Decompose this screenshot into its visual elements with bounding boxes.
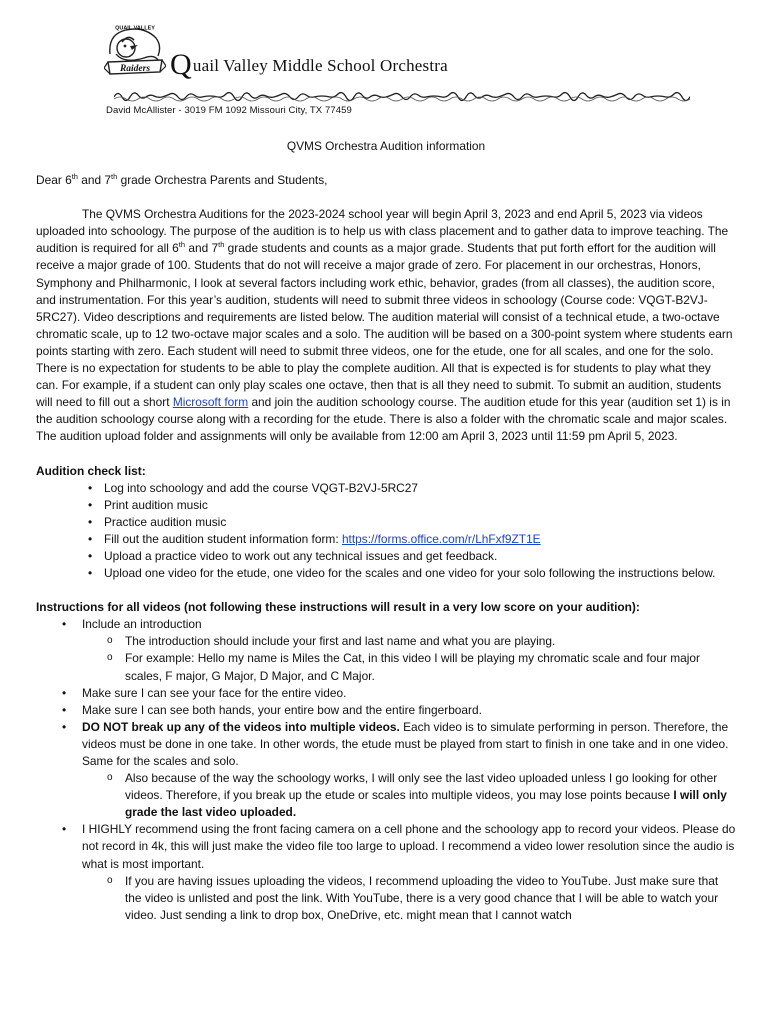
sub-list (82, 770, 736, 821)
document-title: QVMS Orchestra Audition information (286, 139, 486, 153)
student-form-link[interactable]: https://forms.office.com/r/LhFxf9ZT1E (341, 531, 541, 546)
audition-checklist (36, 480, 736, 583)
sub-list (82, 873, 736, 924)
school-name-rest: uail Valley Middle School Orchestra (192, 56, 448, 75)
logo-banner-text: Raiders (119, 64, 151, 74)
list-item: • DO NOT break up any of the videos into multiple videos. Each video is to simulate performing in person. Therefore, the videos must be done in one take. In other words, the etude must be played from start to finish in one take and in one video. Same for the scales and solo. o Also because of the way the schoology works, I will only see the last video uploaded unless I go looking for other videos. Therefore, if you break up the etude or scales into multiple videos, you may lose points because I will only grade the last video uploaded. (36, 719, 736, 822)
school-address: David McAllister - 3019 FM 1092 Missouri City, TX 77459 (106, 105, 352, 116)
decorative-divider (114, 86, 690, 104)
school-name (170, 50, 448, 80)
school-logo (104, 24, 166, 80)
sub-list (82, 633, 736, 684)
school-name-initial: Q (170, 48, 192, 81)
microsoft-form-link[interactable]: Microsoft form (172, 395, 249, 410)
list-item: • Upload one video for the etude, one video for the scales and one video for your solo following the instructions below. (36, 565, 736, 582)
intro-paragraph: The QVMS Orchestra Auditions for the 2023-2024 school year will begin April 3, 2023 and end April 5, 2023 via videos uploaded into schoology. The purpose of the audition is to help us with class placement and to gather data to improve teaching. The audition is required for all 6th and 7th grade students and counts as a major grade. Students that put forth effort for the audition will receive a major grade of 100. Students that do not will receive a major grade of zero. For placement in our orchestras, Honors, Symphony and Philharmonic, I look at several factors including work ethic, behavior, grades (from all classes), the audition score, and instrumentation. For this year’s audition, students will need to submit three videos in schoology (Course code: VQGT-B2VJ-5RC27). Video descriptions and requirements are listed below. The audition material will consist of a technical etude, a two-octave chromatic scale, up to 12 two-octave major scales and a solo. The audition will be based on a 300-point system where students earn points starting with zero. Each student will need to submit three videos, one for the etude, one for all scales, and one for the solo. There is no expectation for students to be able to play the complete audition. All that is expected is for students to play what they can. For example, if a student can only play scales one octave, then that is all they need to submit. To submit an audition, students will need to fill out a short Microsoft form and join the audition schoology course. The audition etude for this year (audition set 1) is in the audition schoology course along with a recording for the etude. There is also a folder with the chromatic scale and major scales. The audition upload folder and assignments will only be available from 12:00 am April 3, 2023 until 11:59 pm April 5, 2023. (36, 207, 733, 444)
list-item: • Make sure I can see both hands, your entire bow and the entire fingerboard. (36, 702, 736, 719)
instructions-heading: Instructions for all videos (not following these instructions will result in a very low score on your audition): (36, 600, 640, 615)
list-item: • I HIGHLY recommend using the front facing camera on a cell phone and the schoology app to record your videos. Please do not record in 4k, this will just make the video file too large to upload. I recommend a video lower resolution since the audio is what is most important. o If you are having issues uploading the videos, I recommend uploading the video to YouTube. Just make sure that the video is unlisted and post the link. With YouTube, there is a very good chance that I will be able to watch your video. Just sending a link to drop box, OneDrive, etc. might mean that I cannot watch (36, 821, 736, 924)
quail-mascot-icon (104, 24, 166, 80)
list-item: • Make sure I can see your face for the entire video. (36, 685, 736, 702)
list-item: • Include an introduction o The introduction should include your first and last name and what you are playing. o For example: Hello my name is Miles the Cat, in this video I will be playing my chromatic scale and four major scales, F major, G Major, D Major, and C Major. (36, 616, 736, 684)
sub-list-item: o If you are having issues uploading the videos, I recommend uploading the video to YouTube. Just make sure that the video is unlisted and post the link. With YouTube, there is a very good chance that I will be able to watch your video. Just sending a link to drop box, OneDrive, etc. might mean that I cannot watch (82, 873, 736, 924)
greeting: Dear 6th and 7th grade Orchestra Parents and Students, (36, 172, 328, 188)
list-item: • Fill out the audition student information form: https://forms.office.com/r/LhFxf9ZT1E (36, 531, 736, 548)
document-body (36, 138, 736, 924)
sub-list-item: o Also because of the way the schoology works, I will only see the last video uploaded unless I go looking for other videos. Therefore, if you break up the etude or scales into multiple videos, you may lose points because I will only grade the last video uploaded. (82, 770, 736, 821)
list-item: • Print audition music (36, 497, 736, 514)
checklist-heading: Audition check list: (36, 463, 146, 478)
sub-list-item: o The introduction should include your first and last name and what you are playing. (82, 633, 736, 650)
list-item: • Log into schoology and add the course VQGT-B2VJ-5RC27 (36, 480, 736, 497)
list-item: • Upload a practice video to work out any technical issues and get feedback. (36, 548, 736, 565)
sub-list-item: o For example: Hello my name is Miles the Cat, in this video I will be playing my chromatic scale and four major scales, F major, G Major, D Major, and C Major. (82, 650, 736, 684)
list-item: • Practice audition music (36, 514, 736, 531)
instructions-list (36, 616, 736, 924)
logo-top-text: QUAIL VALLEY (115, 25, 155, 32)
